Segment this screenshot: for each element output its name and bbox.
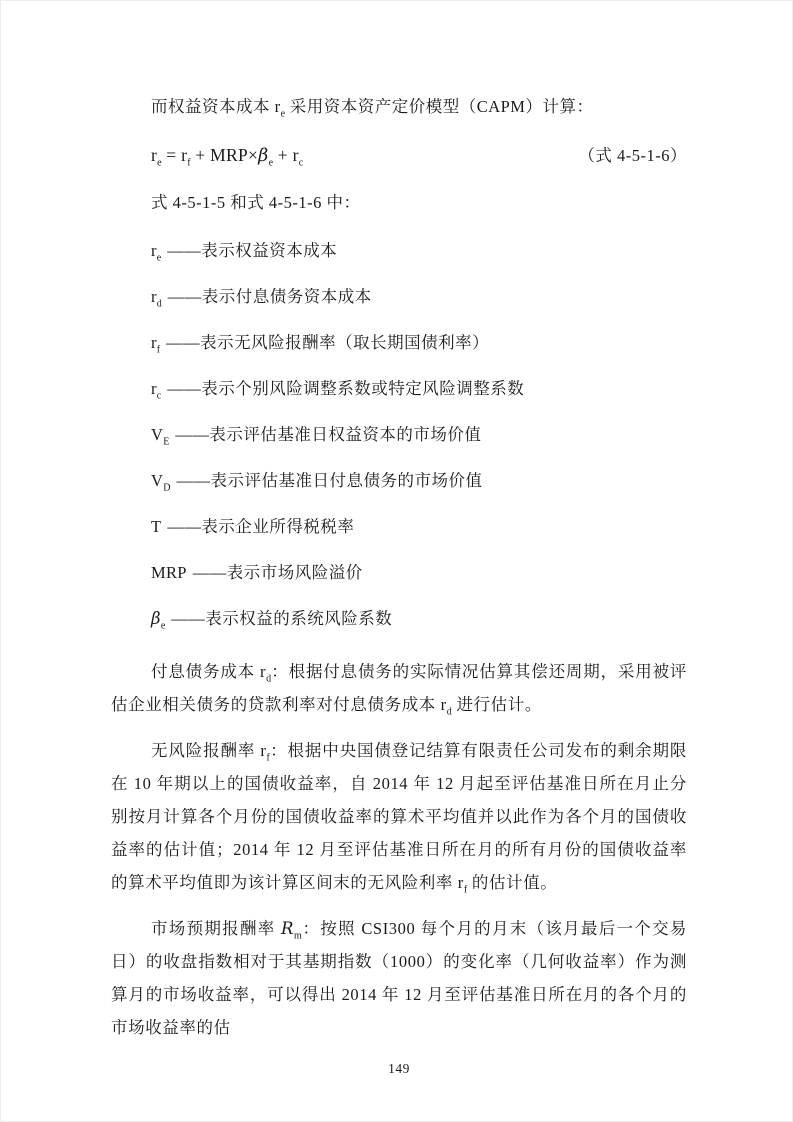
definition-symbol (151, 333, 161, 356)
definition-desc: ——表示企业所得税税率 (167, 517, 355, 536)
definition-desc: ——表示市场风险溢价 (192, 563, 363, 582)
subscript: e (156, 252, 162, 264)
subscript: d (446, 706, 452, 718)
subscript: c (298, 157, 304, 169)
definition-line (111, 425, 687, 448)
text-run: + (273, 145, 293, 165)
subscript: f (266, 752, 270, 764)
text-run: ：根据中央国债登记结算有限责任公司发布的剩余期限在 10 年期以上的国债收益率，自 2014 年 12 月起至评估基准日所在月止分别按月计算各个月份的国债收益率的算术平均值并以此作为各个月的国债收益率的估计值；2014 年 12 月至评估基准日所在月的所有月份的国债收益率的算术平均值即为该计算区间末的无风险利率 (111, 741, 688, 892)
definitions-list (111, 241, 687, 632)
definition-line (111, 333, 687, 356)
definition-desc: ——表示权益资本成本 (167, 241, 338, 260)
text-run: r (151, 287, 157, 306)
definition-line (111, 517, 687, 537)
body-paragraph (111, 912, 687, 1044)
text-run: = (161, 145, 182, 165)
text-run: 的估计值。 (467, 873, 558, 892)
subscript: f (187, 157, 191, 169)
subscript: f (156, 344, 161, 356)
text-run: 付息债务成本 (151, 662, 260, 681)
text-run: r (440, 695, 447, 714)
text-run: r (181, 145, 188, 165)
subscript: D (163, 482, 171, 494)
text-run: 无风险报酬率 (151, 741, 261, 760)
subscript: d (266, 673, 272, 685)
definition-desc: ——表示付息债务资本成本 (167, 287, 372, 306)
text-run: + MRP× (190, 145, 259, 165)
text-run: 进行估计。 (451, 695, 542, 714)
subscript: c (156, 390, 162, 402)
formula-row (111, 145, 687, 169)
definition-line (111, 563, 687, 583)
text-run: ：按照 CSI300 每个月的月末（该月最后一个交易日）的收盘指数相对于其基期指数（1000）的变化率（几何收益率）作为测算月的市场收益率，可以得出 2014 年 12 月至评估基准日所在月的各个月的市场收益率的估 (111, 919, 687, 1037)
page-number: 149 (388, 1061, 410, 1076)
formula-context-line: 式 4-5-1-5 和式 4-5-1-6 中： (151, 193, 361, 212)
formula-label: （式 4-5-1-6） (578, 146, 687, 165)
text-run: r (259, 662, 267, 681)
definition-desc: ——表示无风险报酬率（取长期国债利率） (166, 333, 490, 352)
subscript: e (160, 620, 166, 632)
definition-desc: ——表示个别风险调整系数或特定风险调整系数 (167, 379, 525, 398)
text-run: r (457, 873, 464, 892)
text-run: ：根据付息债务的实际情况估算其偿还周期，采用被评估企业相关债务的贷款利率对付息债务成本 (111, 662, 688, 714)
subscript: e (268, 157, 274, 169)
text-run: β (258, 146, 269, 166)
definition-line (111, 379, 687, 402)
definition-symbol (151, 471, 171, 494)
subscript: m (294, 930, 302, 942)
definition-line (111, 471, 687, 494)
definition-line (111, 241, 687, 264)
capm-formula (151, 145, 304, 169)
text-run: T (151, 517, 162, 536)
paragraphs-section (111, 655, 687, 1044)
definition-symbol (151, 379, 162, 402)
subscript: E (163, 436, 170, 448)
definition-symbol (151, 609, 166, 632)
intro-line (111, 97, 687, 120)
definition-desc: ——表示评估基准日付息债务的市场价值 (176, 471, 483, 490)
definition-desc: ——表示评估基准日权益资本的市场价值 (175, 425, 482, 444)
definition-line (111, 609, 687, 632)
text-run: MRP (151, 563, 187, 582)
text-run: r (274, 97, 281, 116)
definition-symbol (151, 241, 162, 264)
text-run: r (260, 741, 267, 760)
definition-desc: ——表示权益的系统风险系数 (171, 609, 393, 628)
definition-symbol (151, 287, 162, 310)
text-run: 市场预期报酬率 (151, 919, 281, 938)
text-run: r (151, 241, 157, 260)
text-run: V (151, 471, 164, 490)
subscript: d (156, 298, 162, 310)
text-run: 而权益资本成本 (151, 97, 275, 116)
text-run: r (151, 333, 157, 352)
text-run: β (151, 609, 161, 628)
text-run: 采用资本资产定价模型（CAPM）计算： (285, 97, 594, 116)
body-paragraph (111, 734, 687, 899)
subscript: e (280, 108, 286, 120)
definition-symbol (151, 563, 187, 582)
body-paragraph (111, 655, 687, 721)
definition-symbol (151, 425, 170, 448)
text-run: r (292, 145, 299, 165)
text-run: V (151, 425, 164, 444)
text-run: r (151, 379, 157, 398)
definition-symbol (151, 517, 161, 536)
text-run: R (281, 919, 295, 938)
subscript: f (463, 884, 468, 896)
text-run: r (151, 145, 158, 165)
subscript: e (157, 157, 162, 169)
definition-line (111, 287, 687, 310)
